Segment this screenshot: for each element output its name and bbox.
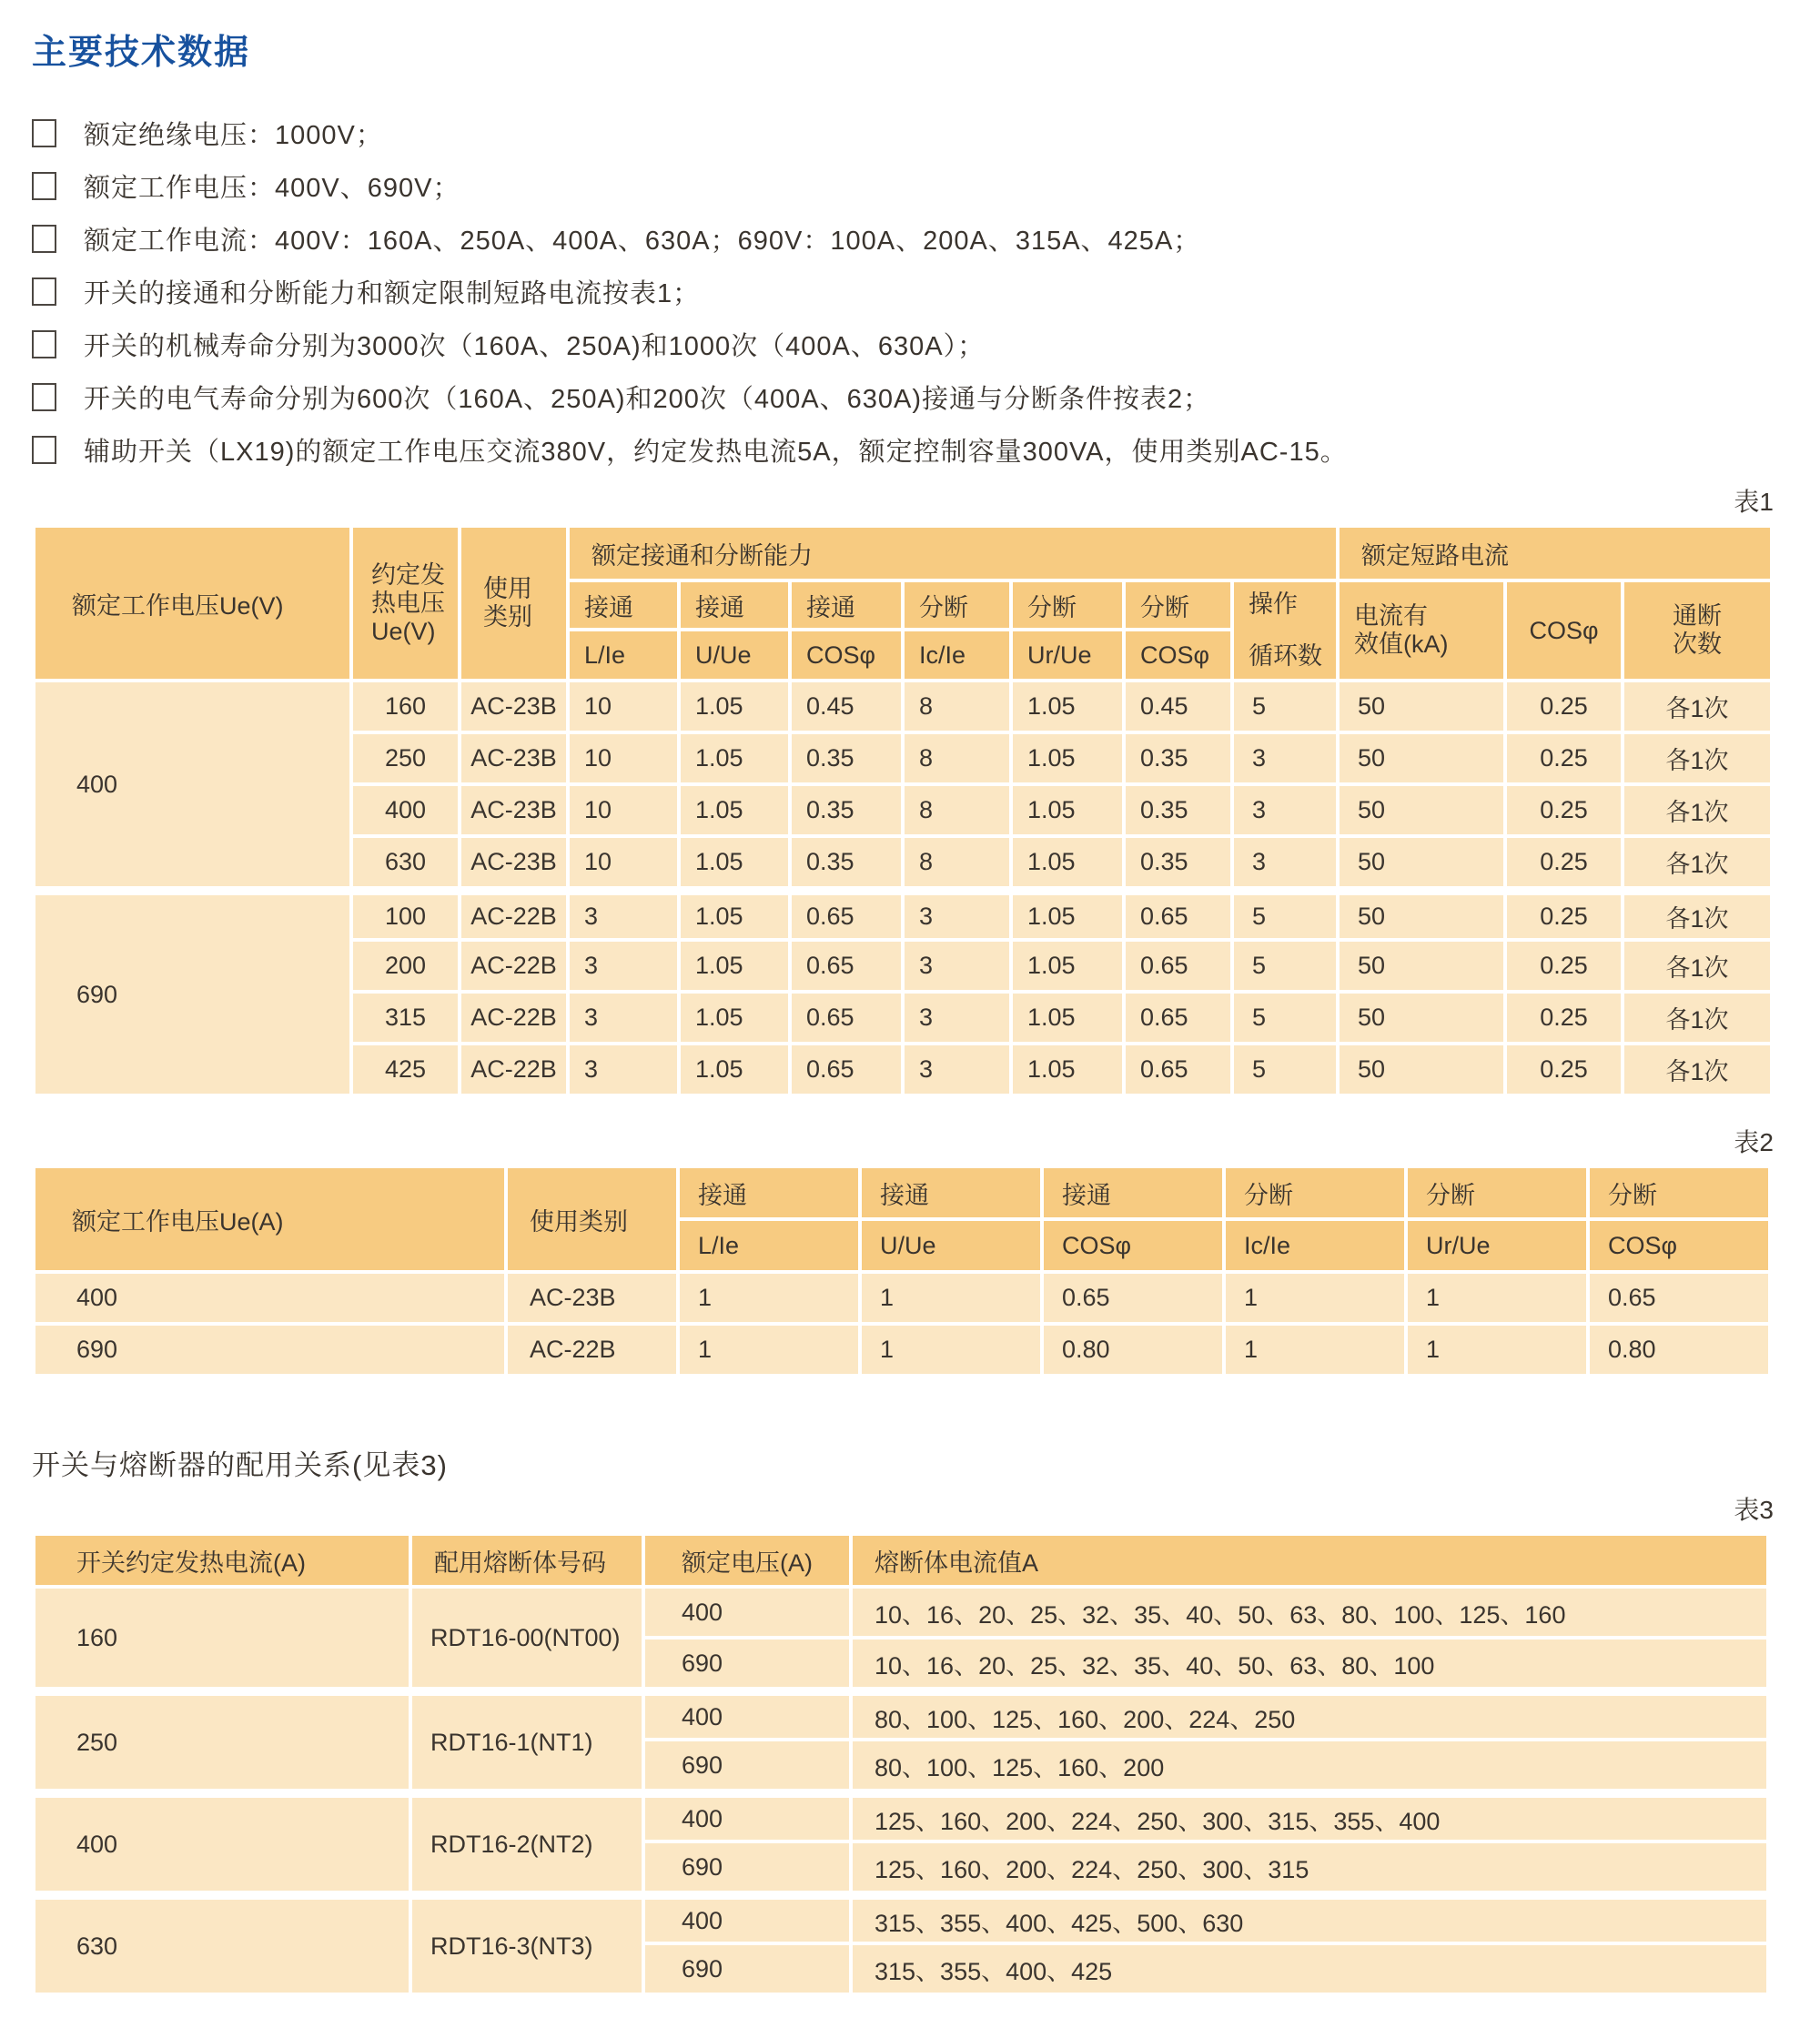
t3-values-cell: 315、355、400、425 bbox=[853, 1945, 1766, 1993]
t1-row bbox=[35, 890, 1770, 938]
t3-row bbox=[35, 1792, 1766, 1840]
spec-text: 开关的接通和分断能力和额定限制短路电流按表1； bbox=[84, 278, 701, 308]
t3-values-cell: 10、16、20、25、32、35、40、50、63、80、100 bbox=[853, 1640, 1766, 1687]
t1-value-cell: 0.35 bbox=[792, 734, 901, 782]
t1-value-cell: 0.25 bbox=[1507, 786, 1621, 834]
t3-values-cell: 80、100、125、160、200 bbox=[853, 1741, 1766, 1789]
t1-ith-cell: 100 bbox=[353, 890, 458, 938]
t1-header-row bbox=[35, 528, 1770, 579]
spec-item bbox=[32, 224, 1774, 256]
t3-fuse-cell: RDT16-3(NT3) bbox=[412, 1894, 642, 1993]
t3-header-row bbox=[35, 1536, 1766, 1585]
t2-value-cell: 0.65 bbox=[1044, 1274, 1222, 1322]
t1-value-cell: 0.65 bbox=[1126, 942, 1230, 990]
t2-h-cat: 使用类别 bbox=[508, 1168, 676, 1270]
t1-h-times bbox=[1624, 582, 1770, 679]
t1-ith-cell: 400 bbox=[353, 786, 458, 834]
t1-ith-cell: 630 bbox=[353, 838, 458, 886]
t2-row bbox=[35, 1326, 1768, 1374]
t1-value-cell: 3 bbox=[905, 890, 1009, 938]
header-line: 效值(kA) bbox=[1354, 631, 1449, 658]
t1-value-cell: 各1次 bbox=[1624, 890, 1770, 938]
spec-text: 开关的电气寿命分别为600次（160A、250A)和200次（400A、630A)接通与分断条件按表2； bbox=[84, 384, 1211, 414]
t1-h-metric: U/Ue bbox=[681, 631, 788, 679]
spec-item bbox=[32, 118, 1774, 150]
t1-ith-cell: 315 bbox=[353, 994, 458, 1042]
t3-ith-cell: 250 bbox=[35, 1690, 409, 1789]
t1-value-cell: 3 bbox=[905, 942, 1009, 990]
t1-value-cell: 1.05 bbox=[1013, 994, 1122, 1042]
t1-h-metric: COSφ bbox=[1126, 631, 1230, 679]
t3-h-ue: 额定电压(A) bbox=[645, 1536, 849, 1585]
t2-h-on: 接通 bbox=[680, 1168, 858, 1217]
table3-label: 表3 bbox=[1734, 1496, 1774, 1524]
t2-value-cell: 1 bbox=[1226, 1274, 1404, 1322]
t2-value-cell: 1 bbox=[862, 1326, 1040, 1374]
t2-h-metric: U/Ue bbox=[862, 1221, 1040, 1270]
t1-value-cell: 50 bbox=[1340, 1045, 1503, 1094]
page-title: 主要技术数据 bbox=[32, 34, 251, 72]
t1-value-cell: 1.05 bbox=[681, 682, 788, 731]
t1-value-cell: 1.05 bbox=[681, 942, 788, 990]
t1-value-cell: 0.25 bbox=[1507, 838, 1621, 886]
t1-value-cell: 5 bbox=[1234, 682, 1336, 731]
t1-voltage-cell: 400 bbox=[35, 682, 349, 886]
t1-value-cell: 0.25 bbox=[1507, 1045, 1621, 1094]
t1-value-cell: 0.65 bbox=[1126, 1045, 1230, 1094]
checkbox-square-icon bbox=[32, 172, 56, 200]
t1-voltage-cell: 690 bbox=[35, 890, 349, 1094]
t1-value-cell: 3 bbox=[570, 942, 677, 990]
t1-value-cell: 8 bbox=[905, 682, 1009, 731]
t2-h-metric: COSφ bbox=[1044, 1221, 1222, 1270]
t1-value-cell: 1.05 bbox=[1013, 942, 1122, 990]
t1-value-cell: 3 bbox=[1234, 786, 1336, 834]
t3-ith-cell: 160 bbox=[35, 1589, 409, 1687]
spec-item bbox=[32, 329, 1774, 361]
t2-h-metric: L/Ie bbox=[680, 1221, 858, 1270]
t1-value-cell: 各1次 bbox=[1624, 682, 1770, 731]
t1-value-cell: 10 bbox=[570, 682, 677, 731]
t3-fuse-cell: RDT16-2(NT2) bbox=[412, 1792, 642, 1891]
t1-value-cell: 1.05 bbox=[681, 994, 788, 1042]
header-line: 约定发 bbox=[371, 560, 445, 589]
spec-item bbox=[32, 435, 1774, 467]
t3-ue-cell: 400 bbox=[645, 1792, 849, 1840]
t1-value-cell: 3 bbox=[1234, 734, 1336, 782]
t2-header-row bbox=[35, 1168, 1768, 1217]
t1-value-cell: 8 bbox=[905, 734, 1009, 782]
header-line: 类别 bbox=[483, 603, 532, 631]
t2-h-off: 分断 bbox=[1226, 1168, 1404, 1217]
t3-values-cell: 125、160、200、224、250、300、315、355、400 bbox=[853, 1792, 1766, 1840]
t1-cat-cell: AC-23B bbox=[461, 682, 566, 731]
t3-ue-cell: 690 bbox=[645, 1640, 849, 1687]
t2-h-metric: COSφ bbox=[1590, 1221, 1768, 1270]
t1-value-cell: 各1次 bbox=[1624, 1045, 1770, 1094]
t1-ith-cell: 250 bbox=[353, 734, 458, 782]
t2-value-cell: 1 bbox=[680, 1274, 858, 1322]
t1-h-ith bbox=[353, 528, 458, 679]
t1-ith-cell: 160 bbox=[353, 682, 458, 731]
t3-h-ith: 开关约定发热电流(A) bbox=[35, 1536, 409, 1585]
t2-row bbox=[35, 1274, 1768, 1322]
header-line: 操作 bbox=[1249, 590, 1298, 618]
t3-ue-cell: 690 bbox=[645, 1945, 849, 1993]
t1-h-group-short-circuit: 额定短路电流 bbox=[1340, 528, 1770, 579]
t2-ue-cell: 690 bbox=[35, 1326, 504, 1374]
t3-ue-cell: 400 bbox=[645, 1690, 849, 1738]
checkbox-square-icon bbox=[32, 277, 56, 306]
table1-label: 表1 bbox=[1734, 488, 1774, 516]
spec-item bbox=[32, 171, 1774, 203]
t1-value-cell: 各1次 bbox=[1624, 994, 1770, 1042]
t1-value-cell: 各1次 bbox=[1624, 942, 1770, 990]
t1-h-current-rms bbox=[1340, 582, 1503, 679]
t1-ith-cell: 425 bbox=[353, 1045, 458, 1094]
spec-text: 辅助开关（LX19)的额定工作电压交流380V，约定发热电流5A，额定控制容量300VA，使用类别AC-15。 bbox=[84, 437, 1348, 467]
t1-value-cell: 0.25 bbox=[1507, 994, 1621, 1042]
t3-h-values: 熔断体电流值A bbox=[853, 1536, 1766, 1585]
t2-value-cell: 1 bbox=[1408, 1326, 1586, 1374]
t3-ue-cell: 690 bbox=[645, 1741, 849, 1789]
t1-value-cell: 1.05 bbox=[1013, 682, 1122, 731]
t1-value-cell: 5 bbox=[1234, 994, 1336, 1042]
t1-cat-cell: AC-23B bbox=[461, 786, 566, 834]
t1-value-cell: 1.05 bbox=[1013, 734, 1122, 782]
t1-value-cell: 0.25 bbox=[1507, 942, 1621, 990]
t3-values-cell: 80、100、125、160、200、224、250 bbox=[853, 1690, 1766, 1738]
t3-h-fuse: 配用熔断体号码 bbox=[412, 1536, 642, 1585]
spec-item bbox=[32, 277, 1774, 306]
t2-value-cell: 1 bbox=[1408, 1274, 1586, 1322]
t1-value-cell: 0.25 bbox=[1507, 734, 1621, 782]
table2-label: 表2 bbox=[1734, 1128, 1774, 1156]
t1-h-off: 分断 bbox=[1013, 582, 1122, 628]
t1-value-cell: 各1次 bbox=[1624, 786, 1770, 834]
t1-cat-cell: AC-22B bbox=[461, 1045, 566, 1094]
t1-h-cos: COSφ bbox=[1507, 582, 1621, 679]
header-line: 使用 bbox=[483, 575, 532, 602]
t1-value-cell: 3 bbox=[570, 890, 677, 938]
t1-value-cell: 50 bbox=[1340, 838, 1503, 886]
header-line: 热电压 bbox=[371, 589, 445, 617]
header-line: 次数 bbox=[1673, 631, 1723, 658]
t1-h-on: 接通 bbox=[681, 582, 788, 628]
t2-value-cell: 1 bbox=[862, 1274, 1040, 1322]
t1-cat-cell: AC-23B bbox=[461, 734, 566, 782]
header-line: Ue(V) bbox=[371, 617, 436, 645]
t3-ith-cell: 400 bbox=[35, 1792, 409, 1891]
t1-value-cell: 1.05 bbox=[681, 890, 788, 938]
t1-value-cell: 3 bbox=[1234, 838, 1336, 886]
table1 bbox=[32, 524, 1774, 1097]
t1-h-metric: Ur/Ue bbox=[1013, 631, 1122, 679]
t1-row bbox=[35, 682, 1770, 731]
t1-value-cell: 1.05 bbox=[1013, 890, 1122, 938]
t1-h-off: 分断 bbox=[1126, 582, 1230, 628]
t3-fuse-cell: RDT16-1(NT1) bbox=[412, 1690, 642, 1789]
t1-cat-cell: AC-23B bbox=[461, 838, 566, 886]
t1-value-cell: 0.35 bbox=[792, 786, 901, 834]
t1-value-cell: 0.35 bbox=[1126, 786, 1230, 834]
t3-values-cell: 125、160、200、224、250、300、315 bbox=[853, 1843, 1766, 1891]
t1-value-cell: 0.25 bbox=[1507, 682, 1621, 731]
t1-value-cell: 10 bbox=[570, 734, 677, 782]
t1-value-cell: 各1次 bbox=[1624, 838, 1770, 886]
checkbox-square-icon bbox=[32, 119, 56, 147]
t1-h-ue: 额定工作电压Ue(V) bbox=[35, 528, 349, 679]
t1-value-cell: 0.65 bbox=[792, 994, 901, 1042]
t1-value-cell: 3 bbox=[570, 994, 677, 1042]
t1-h-metric: COSφ bbox=[792, 631, 901, 679]
section-heading: 开关与熔断器的配用关系(见表3) bbox=[32, 1449, 448, 1481]
t2-value-cell: 0.80 bbox=[1590, 1326, 1768, 1374]
t2-h-ue: 额定工作电压Ue(A) bbox=[35, 1168, 504, 1270]
spec-list bbox=[32, 118, 1774, 467]
t2-ue-cell: 400 bbox=[35, 1274, 504, 1322]
t2-value-cell: 0.80 bbox=[1044, 1326, 1222, 1374]
t2-cat-cell: AC-22B bbox=[508, 1326, 676, 1374]
t1-value-cell: 1.05 bbox=[1013, 838, 1122, 886]
t1-value-cell: 50 bbox=[1340, 786, 1503, 834]
t1-cat-cell: AC-22B bbox=[461, 890, 566, 938]
checkbox-square-icon bbox=[32, 383, 56, 411]
t1-value-cell: 50 bbox=[1340, 682, 1503, 731]
t1-value-cell: 1.05 bbox=[681, 838, 788, 886]
t3-values-cell: 315、355、400、425、500、630 bbox=[853, 1894, 1766, 1942]
t1-value-cell: 50 bbox=[1340, 734, 1503, 782]
t2-value-cell: 1 bbox=[680, 1326, 858, 1374]
t3-row bbox=[35, 1690, 1766, 1738]
spec-item bbox=[32, 382, 1774, 414]
header-line: 电流有 bbox=[1354, 602, 1429, 630]
t3-row bbox=[35, 1589, 1766, 1636]
spec-text: 额定工作电流：400V：160A、250A、400A、630A；690V：100A、200A、315A、425A； bbox=[84, 226, 1201, 256]
t2-h-on: 接通 bbox=[862, 1168, 1040, 1217]
t1-h-metric: L/Ie bbox=[570, 631, 677, 679]
spec-text: 额定工作电压：400V、690V； bbox=[84, 173, 460, 203]
t1-value-cell: 50 bbox=[1340, 994, 1503, 1042]
t1-value-cell: 0.65 bbox=[1126, 890, 1230, 938]
t1-value-cell: 1.05 bbox=[1013, 1045, 1122, 1094]
t1-value-cell: 各1次 bbox=[1624, 734, 1770, 782]
t1-cat-cell: AC-22B bbox=[461, 994, 566, 1042]
t2-h-off: 分断 bbox=[1590, 1168, 1768, 1217]
t2-h-on: 接通 bbox=[1044, 1168, 1222, 1217]
checkbox-square-icon bbox=[32, 225, 56, 253]
t3-values-cell: 10、16、20、25、32、35、40、50、63、80、100、125、160 bbox=[853, 1589, 1766, 1636]
t1-value-cell: 1.05 bbox=[681, 786, 788, 834]
spec-text: 额定绝缘电压：1000V； bbox=[84, 120, 383, 150]
t2-cat-cell: AC-23B bbox=[508, 1274, 676, 1322]
t1-value-cell: 3 bbox=[570, 1045, 677, 1094]
t1-value-cell: 1.05 bbox=[681, 1045, 788, 1094]
t3-ue-cell: 690 bbox=[645, 1843, 849, 1891]
t1-value-cell: 0.65 bbox=[792, 1045, 901, 1094]
t3-ue-cell: 400 bbox=[645, 1894, 849, 1942]
t1-value-cell: 5 bbox=[1234, 942, 1336, 990]
t1-value-cell: 0.65 bbox=[1126, 994, 1230, 1042]
checkbox-square-icon bbox=[32, 436, 56, 464]
t2-value-cell: 1 bbox=[1226, 1326, 1404, 1374]
t1-value-cell: 1.05 bbox=[1013, 786, 1122, 834]
t3-ue-cell: 400 bbox=[645, 1589, 849, 1636]
t1-h-on: 接通 bbox=[792, 582, 901, 628]
t1-cat-cell: AC-22B bbox=[461, 942, 566, 990]
t3-ith-cell: 630 bbox=[35, 1894, 409, 1993]
t1-value-cell: 0.35 bbox=[1126, 838, 1230, 886]
t1-h-cat bbox=[461, 528, 566, 679]
t2-h-off: 分断 bbox=[1408, 1168, 1586, 1217]
spec-text: 开关的机械寿命分别为3000次（160A、250A)和1000次（400A、630A）； bbox=[84, 331, 986, 361]
t1-value-cell: 8 bbox=[905, 838, 1009, 886]
t1-value-cell: 10 bbox=[570, 786, 677, 834]
t1-h-on: 接通 bbox=[570, 582, 677, 628]
t1-h-op-cycles bbox=[1234, 582, 1336, 679]
table3 bbox=[32, 1532, 1770, 1996]
t2-h-metric: Ic/Ie bbox=[1226, 1221, 1404, 1270]
t1-value-cell: 50 bbox=[1340, 890, 1503, 938]
t1-value-cell: 5 bbox=[1234, 1045, 1336, 1094]
t1-value-cell: 0.35 bbox=[1126, 734, 1230, 782]
t1-value-cell: 5 bbox=[1234, 890, 1336, 938]
t1-value-cell: 0.25 bbox=[1507, 890, 1621, 938]
t2-value-cell: 0.65 bbox=[1590, 1274, 1768, 1322]
table2 bbox=[32, 1165, 1772, 1377]
t1-value-cell: 3 bbox=[905, 1045, 1009, 1094]
t1-ith-cell: 200 bbox=[353, 942, 458, 990]
t1-value-cell: 3 bbox=[905, 994, 1009, 1042]
checkbox-square-icon bbox=[32, 330, 56, 358]
t1-h-off: 分断 bbox=[905, 582, 1009, 628]
t1-value-cell: 0.45 bbox=[1126, 682, 1230, 731]
t3-fuse-cell: RDT16-00(NT00) bbox=[412, 1589, 642, 1687]
t1-h-group-capacity: 额定接通和分断能力 bbox=[570, 528, 1336, 579]
header-line: 通断 bbox=[1673, 602, 1723, 630]
t1-value-cell: 10 bbox=[570, 838, 677, 886]
t2-h-metric: Ur/Ue bbox=[1408, 1221, 1586, 1270]
header-line: 循环数 bbox=[1249, 642, 1322, 670]
t1-value-cell: 0.45 bbox=[792, 682, 901, 731]
t1-value-cell: 1.05 bbox=[681, 734, 788, 782]
t1-value-cell: 50 bbox=[1340, 942, 1503, 990]
t3-row bbox=[35, 1894, 1766, 1942]
t1-h-metric: Ic/Ie bbox=[905, 631, 1009, 679]
t1-value-cell: 0.65 bbox=[792, 890, 901, 938]
t1-value-cell: 0.35 bbox=[792, 838, 901, 886]
t1-value-cell: 0.65 bbox=[792, 942, 901, 990]
t1-value-cell: 8 bbox=[905, 786, 1009, 834]
